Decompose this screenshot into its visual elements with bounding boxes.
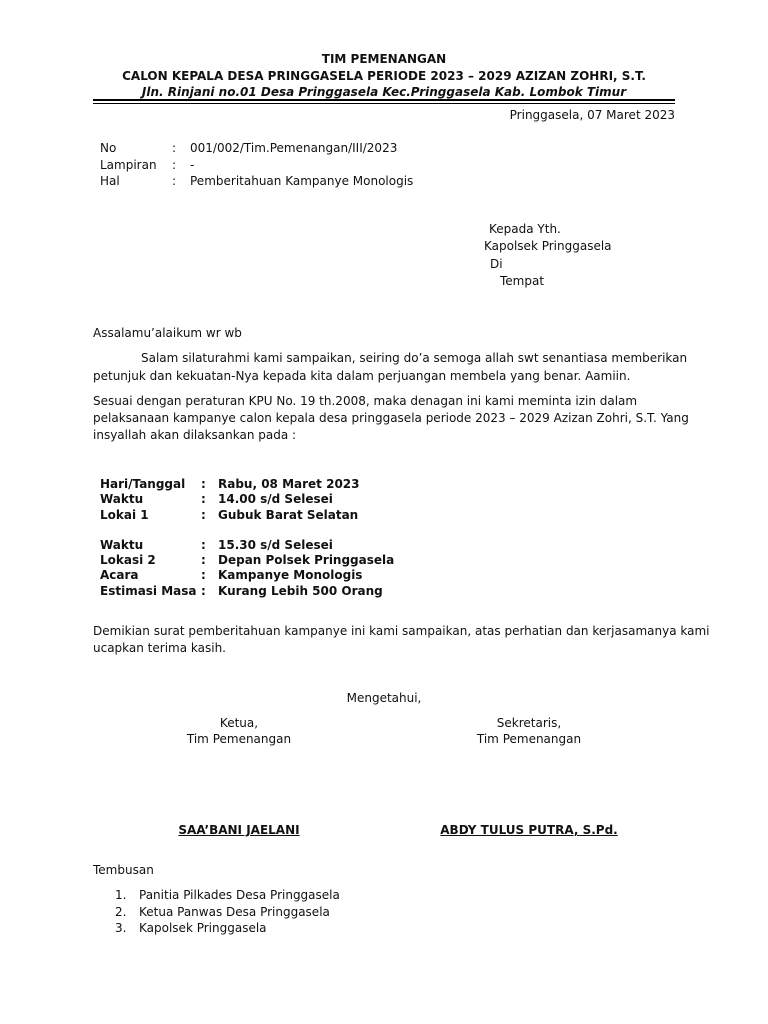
schedule-value: Kampanye Monologis [218,568,363,582]
paragraph-line: petunjuk dan kekuatan-Nya kepada kita dalam perjuangan membela yang benar. Aamiin. [93,369,631,383]
letterhead-address: Jln. Rinjani no.01 Desa Pringgasela Kec.Pringgasela Kab. Lombok Timur [141,85,627,99]
meta-value: Pemberitahuan Kampanye Monologis [190,174,414,188]
schedule-label: Acara [100,568,139,582]
schedule-sep: : [201,553,206,567]
meta-sep: : [172,141,177,155]
place-date: Pringgasela, 07 Maret 2023 [509,108,675,122]
signatory-right-role: Sekretaris, [496,716,562,730]
meta-label: Lampiran [100,158,157,172]
paragraph-line: ucapkan terima kasih. [93,641,226,655]
schedule-label: Lokai 1 [100,508,149,522]
paragraph-line: insyallah akan dilaksankan pada : [93,428,297,442]
meta-value: 001/002/Tim.Pemenangan/III/2023 [190,141,398,155]
signatory-right-org: Tim Pemenangan [476,732,582,746]
schedule-label: Hari/Tanggal [100,477,186,491]
cc-item-number: 2. [115,905,127,919]
paragraph-line: Demikian surat pemberitahuan kampanye ini kami sampaikan, atas perhatian dan kerjasamanya kami [93,624,710,638]
schedule-label: Estimasi Masa [100,584,197,598]
schedule-sep: : [201,584,206,598]
paragraph-line: Sesuai dengan peraturan KPU No. 19 th.2008, maka denagan ini kami meminta izin dalam [93,394,638,408]
schedule-label: Waktu [100,492,144,506]
cc-item-text: Kapolsek Pringgasela [139,921,267,935]
letterhead-rule-thick [93,99,675,101]
signatory-left-name: SAA’BANI JAELANI [178,823,300,837]
letterhead-title: TIM PEMENANGAN [321,52,447,66]
recipient-line: Tempat [500,274,545,288]
schedule-sep: : [201,538,206,552]
cc-item-text: Panitia Pilkades Desa Pringgasela [139,888,340,902]
signatory-left-org: Tim Pemenangan [186,732,292,746]
schedule-value: Rabu, 08 Maret 2023 [218,477,360,491]
meta-sep: : [172,174,177,188]
meta-label: Hal [100,174,120,188]
schedule-value: 15.30 s/d Selesei [218,538,333,552]
schedule-label: Waktu [100,538,144,552]
paragraph-line: Salam silaturahmi kami sampaikan, seiring do’a semoga allah swt senantiasa memberikan [141,351,688,365]
cc-item-number: 1. [115,888,127,902]
greeting: Assalamu’alaikum wr wb [93,326,242,340]
schedule-sep: : [201,568,206,582]
recipient-line: Di [490,257,503,271]
paragraph-line: pelaksanaan kampanye calon kepala desa pringgasela periode 2023 – 2029 Azizan Zohri, S.T. Yang [93,411,689,425]
recipient-line: Kepada Yth. [489,222,561,236]
schedule-value: Kurang Lebih 500 Orang [218,584,383,598]
schedule-sep: : [201,477,206,491]
acknowledged-label: Mengetahui, [346,691,422,705]
letterhead-subtitle: CALON KEPALA DESA PRINGGASELA PERIODE 2023 – 2029 AZIZAN ZOHRI, S.T. [122,69,646,83]
schedule-label: Lokasi 2 [100,553,156,567]
cc-item-text: Ketua Panwas Desa Pringgasela [139,905,330,919]
signatory-left-role: Ketua, [219,716,259,730]
schedule-value: 14.00 s/d Selesei [218,492,333,506]
cc-item-number: 3. [115,921,127,935]
signatory-right-name: ABDY TULUS PUTRA, S.Pd. [440,823,618,837]
schedule-sep: : [201,508,206,522]
meta-sep: : [172,158,177,172]
schedule-value: Depan Polsek Pringgasela [218,553,395,567]
letterhead-rule-thin [93,103,675,104]
schedule-sep: : [201,492,206,506]
cc-title: Tembusan [93,863,154,877]
schedule-value: Gubuk Barat Selatan [218,508,359,522]
recipient-line: Kapolsek Pringgasela [484,239,612,253]
meta-value: - [190,158,195,172]
meta-label: No [100,141,117,155]
